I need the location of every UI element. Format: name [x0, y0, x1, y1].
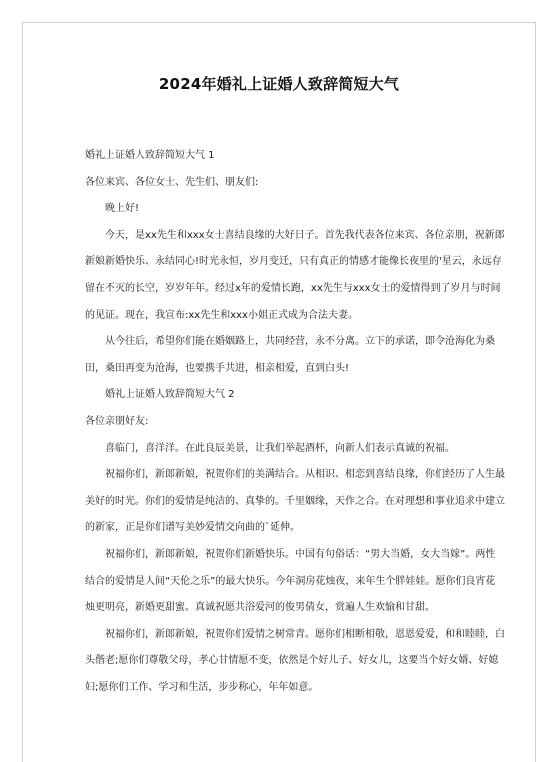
paragraph-body-5: 祝福你们，新郎新娘，祝贺你们新婚快乐。中国有句俗话：“男大当婚，女大当嫁”。两性结合的爱情是人间“天伦之乐”的最大快乐。今年洞房花烛夜，来年生个胖娃娃。愿你们良宵花烛更明亮，新婚更甜蜜。真诚祝愿共浴爱河的俊男倩女，赏遍人生欢愉和甘甜。: [85, 548, 496, 614]
paragraph-salutation-1: 各位来宾、各位女士、先生们、朋友们:: [85, 176, 259, 188]
paragraph-body-4: 祝福你们，新郎新娘，祝贺你们的美满结合。从相识、相恋到喜结良缘，你们经历了人生最美好的时光。你们的爱情是纯洁的、真挚的。千里姻缘，天作之合。在对理想和事业追求中建立的新家，正是你们谱写美妙爱情交向曲的`延伸。: [85, 469, 505, 534]
document-title: 2024年婚礼上证婚人致辞简短大气: [158, 75, 400, 93]
paragraph-body-3: 喜临门，喜洋洋。在此良辰美景，让我们举起酒杯，向新人们表示真诚的祝福。: [105, 442, 455, 454]
paragraph-salutation-2: 各位亲朋好友:: [85, 415, 149, 427]
paragraph-body-1: 今天，是xx先生和xxx女士喜结良缘的大好日子。首先我代表各位来宾、各位亲朋，祝新郎新娘新婚快乐、永结同心!时光永恒，岁月变迁，只有真正的情感才能像长夜里的'星云，永远存留在不灭的长空，岁岁年年。经过x年的爱情长跑，xx先生与xxx女士的爱情得到了岁月与时间的见证。现在，我宣布:xx先生和xxx小姐正式成为合法夫妻。: [85, 229, 505, 321]
paragraph-body-6: 祝福你们，新郎新娘，祝贺你们爱情之树常青。愿你们相断相敬，恩恩爱爱，和和睦睦，白头偕老;愿你们尊敬父母，孝心甘情愿不变，依然是个好儿子、好女儿，这要当个好女婿、好媳妇;愿你们工作、学习和生活，步步称心，年年如意。: [85, 628, 505, 693]
paragraph-body-2: 从今往后，希望你们能在婚姻路上，共同经营，永不分离。立下的承诺，即令沧海化为桑田，桑田再变为沧海，也要携手共进，相亲相爱，直到白头!: [85, 336, 495, 374]
paragraph-section-heading-2: 婚礼上证婚人致辞简短大气 2: [105, 389, 235, 401]
document-body: [85, 143, 505, 701]
document-page: [22, 22, 536, 762]
paragraph-greeting: 晚上好!: [105, 203, 140, 215]
paragraph-section-heading-1: 婚礼上证婚人致辞简短大气 1: [85, 150, 215, 161]
